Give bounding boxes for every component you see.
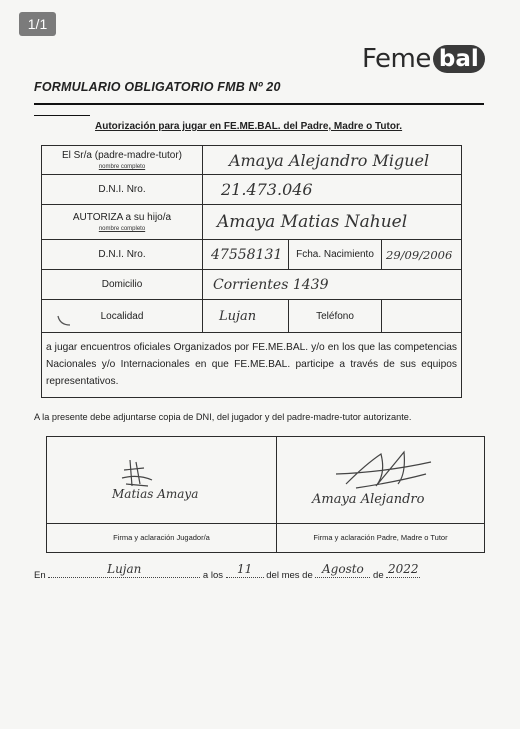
birth-date-field: 29/09/2006 (381, 239, 462, 270)
address-label-cell (41, 269, 203, 300)
child-name-field: Amaya Matias Nahuel (202, 204, 462, 240)
child-dni-field: 47558131 (202, 239, 289, 270)
femebal-logo (362, 44, 485, 74)
year-value: 2022 (387, 562, 419, 576)
year-dotted-field (386, 562, 420, 578)
pen-mark-icon (55, 313, 79, 329)
parent-signature-name: Amaya Alejandro (312, 492, 425, 507)
birth-label: Fcha. Nacimiento (296, 249, 374, 260)
parent-name-field: Amaya Alejandro Miguel (202, 145, 462, 175)
footer-mid2: del mes de (266, 570, 313, 581)
authorization-paragraph: a jugar encuentros oficiales Organizados por FE.ME.BAL. y/o en los que las competencias Nacionales y/o Internacionales en que FE.ME.BAL. participe a través de sus equipos representativos. (41, 332, 462, 398)
locality-label: Localidad (100, 310, 144, 322)
child-dni-label: D.N.I. Nro. (98, 249, 146, 260)
parent-signature-caption: Firma y aclaración Padre, Madre o Tutor (313, 533, 448, 542)
authorize-label-cell (41, 204, 203, 240)
footer-prefix: En (34, 570, 46, 581)
locality-field: Lujan (202, 299, 289, 333)
title-divider-short (34, 115, 90, 116)
parent-label: El Sr/a (padre-madre-tutor) (61, 150, 183, 161)
form-title: FORMULARIO OBLIGATORIO FMB Nº 20 (34, 80, 281, 94)
city-dotted-field (48, 562, 200, 578)
month-dotted-field (315, 562, 370, 578)
attachment-note: A la presente debe adjuntarse copia de DNI, del jugador y del padre-madre-tutor autorizante. (34, 412, 412, 422)
parent-label-cell (41, 145, 203, 175)
day-dotted-field (226, 562, 264, 578)
title-divider (34, 103, 484, 105)
player-signature-name: Matias Amaya (112, 487, 199, 501)
footer-mid3: de (373, 570, 384, 581)
phone-label-cell (288, 299, 382, 333)
parent-dni-field: 21.473.046 (202, 174, 462, 205)
page-counter: 1/1 (19, 12, 56, 36)
logo-prefix: Feme (362, 44, 431, 74)
city-value: Lujan (107, 562, 142, 576)
child-dni-label-cell (41, 239, 203, 270)
player-signature-scribble-icon (118, 456, 158, 490)
month-value: Agosto (322, 562, 364, 576)
birth-label-cell (288, 239, 382, 270)
parent-signature-scribble-icon (326, 444, 436, 494)
phone-label: Teléfono (316, 310, 354, 322)
player-signature-box (46, 436, 277, 524)
parent-sublabel: nombre completo (98, 164, 146, 170)
authorize-label: AUTORIZA a su hijo/a (72, 212, 172, 223)
parent-dni-label-cell (41, 174, 203, 205)
place-date-line (34, 562, 420, 581)
address-field: Corrientes 1439 (202, 269, 462, 300)
footer-mid1: a los (202, 570, 223, 581)
parent-dni-label: D.N.I. Nro. (98, 184, 146, 195)
authorize-sublabel: nombre completo (98, 226, 146, 232)
logo-suffix: bal (433, 45, 485, 73)
authorization-heading: Autorización para jugar en FE.ME.BAL. del Padre, Madre o Tutor. (95, 121, 403, 132)
player-signature-caption: Firma y aclaración Jugador/a (113, 533, 210, 542)
day-value: 11 (236, 562, 253, 576)
address-label: Domicilio (101, 279, 143, 290)
phone-field (381, 299, 462, 333)
